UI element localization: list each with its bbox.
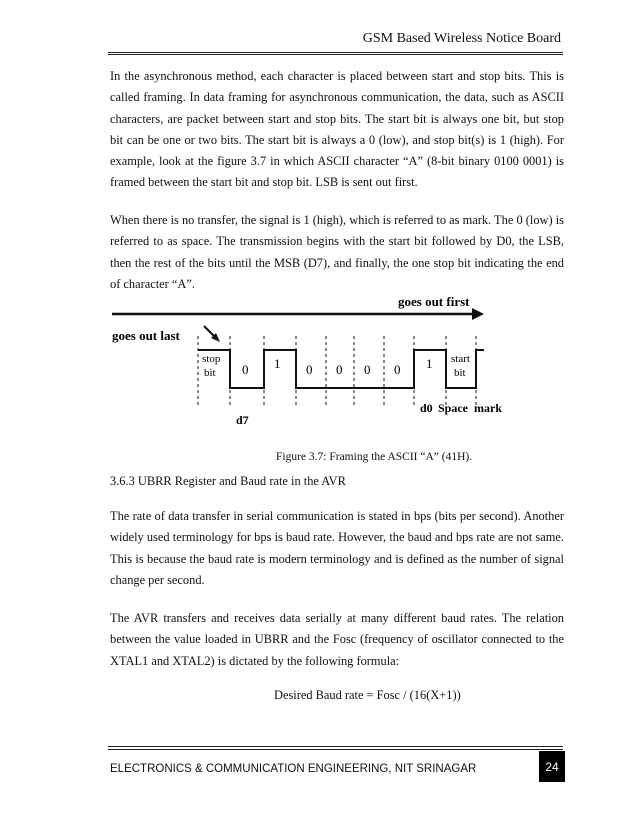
- label-goes-out-first: goes out first: [398, 294, 470, 309]
- page-number: 24: [539, 751, 565, 782]
- running-header: GSM Based Wireless Notice Board: [362, 31, 561, 46]
- header-rule-double: [108, 54, 563, 55]
- label-space: Space: [438, 401, 468, 415]
- header-rule: [108, 52, 563, 53]
- footer-rule-double: [108, 749, 563, 750]
- bit-value: 0: [364, 362, 371, 377]
- label-stop: stop: [202, 353, 221, 365]
- label-mark: mark: [474, 401, 502, 415]
- baud-formula: Desired Baud rate = Fosc / (16(X+1)): [274, 688, 461, 702]
- paragraph-mark-space: When there is no transfer, the signal is 1 (high), which is referred to as mark. The 0 (low) is referred to as space. The transmission begins with the start bit followed by D0, the LSB, then the rest of the bits until the MSB (D7), and finally, the one stop bit indicating the end of character “A”.: [110, 213, 564, 291]
- bit-value: 0: [242, 362, 249, 377]
- paragraph-avr-baud: The AVR transfers and receives data serially at many different baud rates. The relation between the value loaded in UBRR and the Fosc (frequency of oscillator connected to the XTAL1 and XTAL2) is dictated by the following formula:: [110, 611, 564, 668]
- paragraph-baud-rate: The rate of data transfer in serial communication is stated in bps (bits per second). Another widely used terminology for bps is baud rate. However, the baud and bps rate are not same. This is because the baud rate is modern terminology and is defined as the number of signal change per second.: [110, 509, 564, 587]
- label-stop-bit: bit: [204, 367, 216, 379]
- label-goes-out-last: goes out last: [112, 328, 180, 343]
- label-d7: d7: [236, 413, 249, 427]
- label-start-bit: bit: [454, 367, 466, 379]
- direction-arrow-head: [472, 308, 484, 320]
- bit-value: 1: [274, 356, 281, 371]
- footer-rule: [108, 746, 563, 747]
- label-d0: d0: [420, 401, 433, 415]
- bit-value: 1: [426, 356, 433, 371]
- framing-diagram: [108, 294, 502, 446]
- paragraph-framing: In the asynchronous method, each character is placed between start and stop bits. This is called framing. In data framing for asynchronous communication, the data, such as ASCII characters, are packet between start and stop bits. The start bit is always one bit, but stop bit can be one or two bits. The start bit is always a 0 (low), and stop bit(s) is 1 (high). For example, look at the figure 3.7 in which ASCII character “A” (8-bit binary 0100 0001) is framed between the start bit and stop bit. LSB is sent out first.: [110, 69, 564, 190]
- bit-value: 0: [336, 362, 343, 377]
- figure-caption: Figure 3.7: Framing the ASCII “A” (41H).: [276, 451, 473, 463]
- section-heading: 3.6.3 UBRR Register and Baud rate in the AVR: [110, 474, 346, 488]
- footer-institution: ELECTRONICS & COMMUNICATION ENGINEERING, NIT SRINAGAR: [110, 763, 477, 775]
- bit-value: 0: [306, 362, 313, 377]
- bit-value: 0: [394, 362, 401, 377]
- label-start: start: [451, 353, 470, 365]
